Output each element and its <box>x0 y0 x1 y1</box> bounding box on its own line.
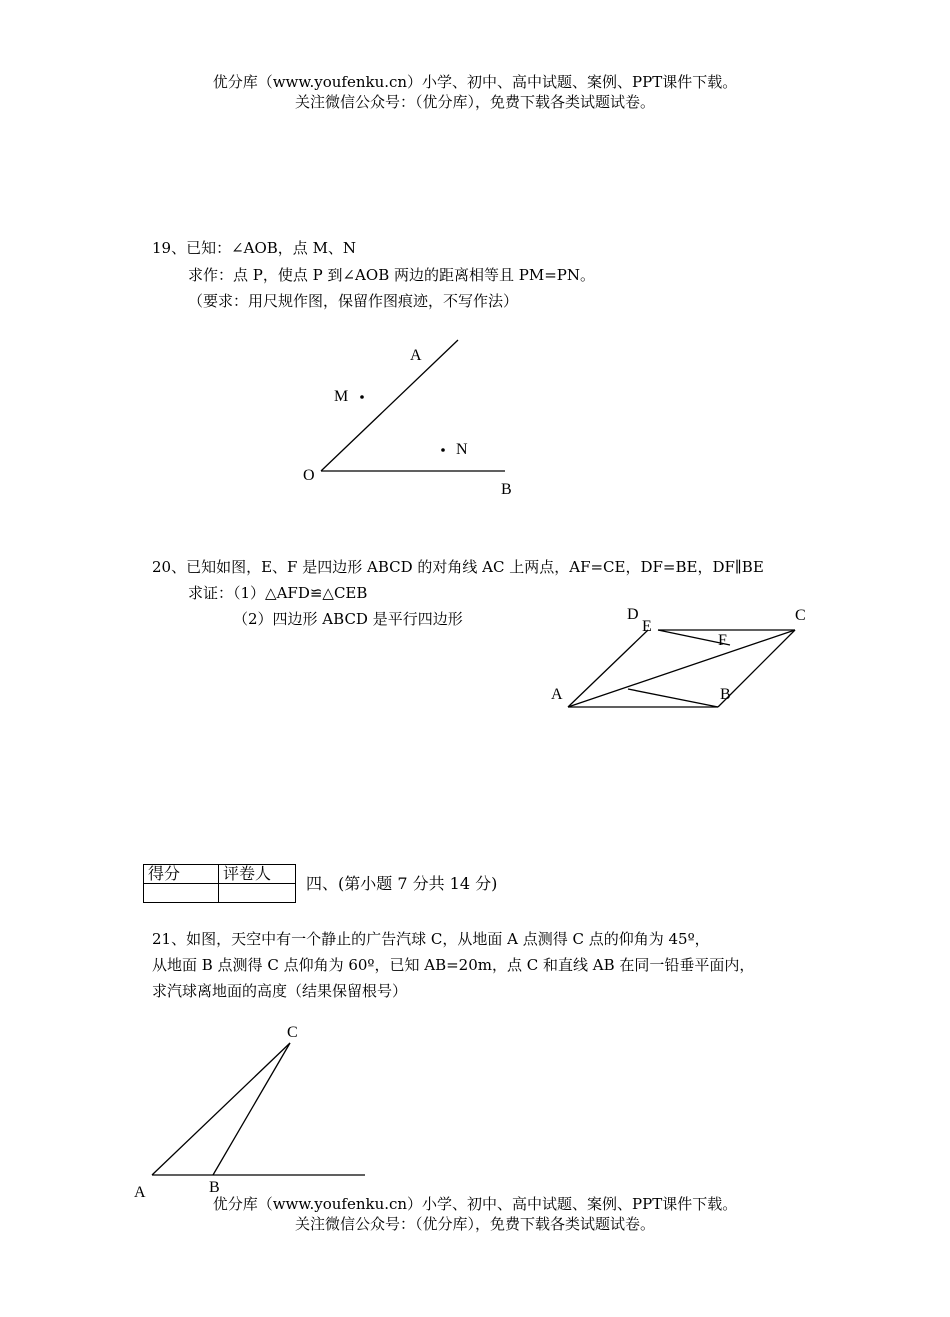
segment-ad <box>568 630 648 707</box>
point-n <box>441 448 445 452</box>
q20-prove-1: 求证：（1）△AFD≌△CEB <box>188 584 368 602</box>
segment-bc-q21 <box>213 1043 290 1175</box>
q21-line-3: 求汽球离地面的高度（结果保留根号） <box>152 982 408 1000</box>
score-cell[interactable] <box>144 884 219 903</box>
q20-prove-2: （2）四边形 ABCD 是平行四边形 <box>233 610 463 628</box>
page-header-line-2: 关注微信公众号：（优分库），免费下载各类试题试卷。 <box>294 93 655 111</box>
q19-label-b: B <box>501 481 512 498</box>
q20-label-e: E <box>642 618 652 635</box>
q21-label-b: B <box>209 1179 220 1196</box>
q19-label-o: O <box>303 467 315 484</box>
q19-label-m: M <box>334 388 349 405</box>
q19-construct: 求作：点 P，使点 P 到∠AOB 两边的距离相等且 PM=PN。 <box>188 266 595 284</box>
page-footer-line-2: 关注微信公众号：（优分库），免费下载各类试题试卷。 <box>294 1215 655 1233</box>
q19-label-a: A <box>410 347 422 364</box>
q19-label-n: N <box>456 441 468 458</box>
page-footer-line-1: 优分库（www.youfenku.cn）小学、初中、高中试题、案例、PPT课件下载。 <box>212 1195 738 1213</box>
score-header: 得分 <box>144 865 219 884</box>
q20-label-c: C <box>795 607 806 624</box>
ray-oa <box>321 340 458 471</box>
segment-be <box>628 689 718 707</box>
q21-line-1: 21、如图，天空中有一个静止的广告汽球 C，从地面 A 点测得 C 点的仰角为 45º， <box>152 930 710 948</box>
page-header-line-1: 优分库（www.youfenku.cn）小学、初中、高中试题、案例、PPT课件下载。 <box>212 73 738 91</box>
diagonal-ac <box>568 630 795 707</box>
q21-label-a: A <box>134 1184 146 1201</box>
score-table <box>143 864 296 903</box>
grader-cell[interactable] <box>219 884 296 903</box>
grader-header: 评卷人 <box>219 865 296 884</box>
q21-label-c: C <box>287 1024 298 1041</box>
section-4-heading: 四、(第小题 7 分共 14 分) <box>306 874 498 893</box>
point-m <box>360 395 364 399</box>
q19-given: 19、已知：∠AOB，点 M、N <box>152 239 357 257</box>
q20-label-a: A <box>551 686 563 703</box>
q20-given: 20、已知如图，E、F 是四边形 ABCD 的对角线 AC 上两点，AF=CE，DF=BE，DF∥BE <box>152 558 764 576</box>
q19-requirement: （要求：用尺规作图，保留作图痕迹，不写作法） <box>188 292 519 310</box>
q21-line-2: 从地面 B 点测得 C 点仰角为 60º，已知 AB=20m，点 C 和直线 AB 在同一铅垂平面内， <box>152 956 755 974</box>
q20-label-b: B <box>720 686 731 703</box>
q20-label-f: F <box>718 632 727 649</box>
q20-label-d: D <box>627 606 639 623</box>
segment-ac <box>152 1043 290 1175</box>
